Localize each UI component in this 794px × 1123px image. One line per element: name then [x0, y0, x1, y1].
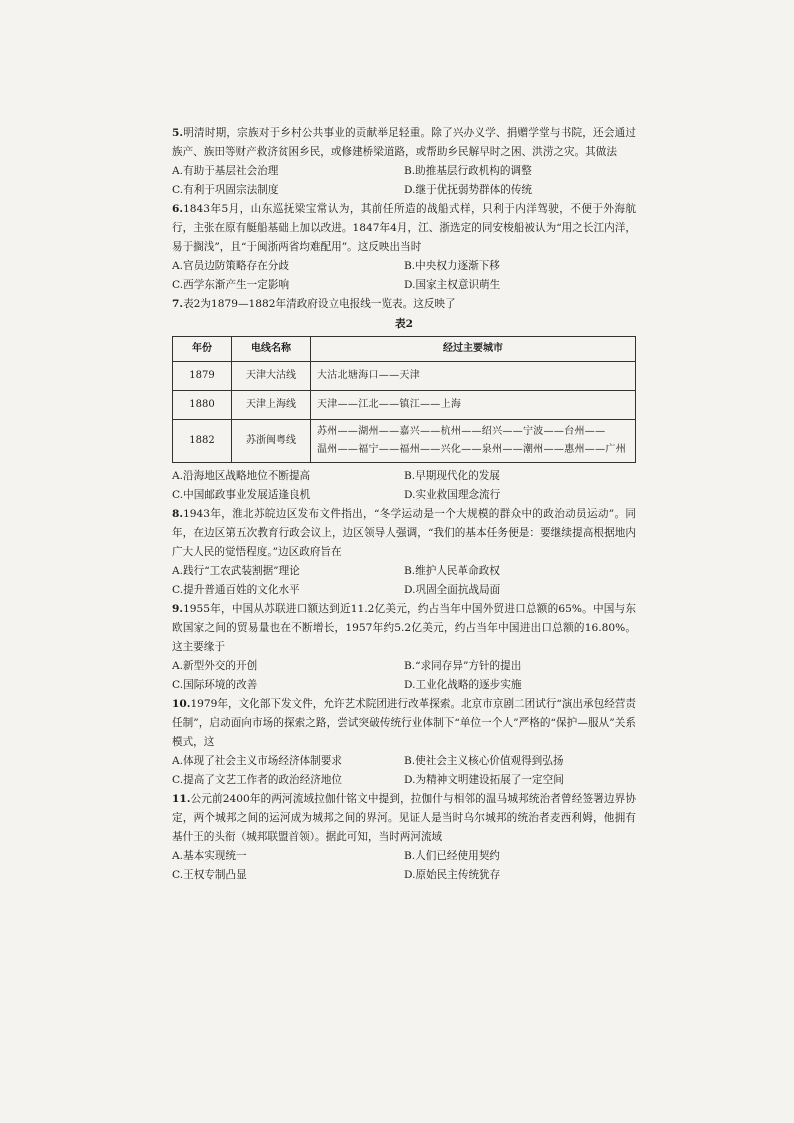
telegraph-table — [172, 336, 636, 463]
options — [172, 467, 636, 505]
exam-page — [172, 124, 636, 885]
option-b: B.助推基层行政机构的调整 — [404, 165, 532, 177]
header-line-name: 电线名称 — [232, 337, 311, 362]
option-b: B.早期现代化的发展 — [404, 470, 500, 482]
route-line-1: 苏州——湖州——嘉兴——杭州——绍兴——宁波——台州—— — [317, 426, 606, 437]
option-b: B.使社会主义核心价值观得到弘扬 — [404, 755, 564, 767]
cell-year: 1880 — [173, 391, 232, 420]
option-c: C.王权专制凸显 — [172, 869, 247, 881]
option-c: C.中国邮政事业发展适逢良机 — [172, 489, 311, 501]
option-a: A.有助于基层社会治理 — [172, 165, 279, 177]
option-d: D.原始民主传统犹存 — [404, 869, 501, 881]
question-9 — [172, 600, 636, 695]
question-stem: 11.公元前2400年的两河流域拉伽什铭文中提到，拉伽什与相邻的温马城邦统治者曾经签署边界协定，两个城邦之间的运河成为城邦之间的界河。见证人是当时乌尔城邦的统治者麦西利姆，他拥有基什王的头衔（城邦联盟首领）。据此可知，当时两河流域 — [172, 793, 636, 843]
options — [172, 752, 636, 790]
option-c: C.国际环境的改善 — [172, 679, 258, 691]
cell-year: 1879 — [173, 362, 232, 391]
option-b: B.中央权力逐渐下移 — [404, 260, 500, 272]
options — [172, 847, 636, 885]
cell-route: 大沽北塘海口——天津 — [311, 362, 636, 391]
cell-route — [311, 420, 636, 463]
option-c: C.提升普通百姓的文化水平 — [172, 584, 300, 596]
question-stem: 9.1955年，中国从苏联进口额达到近11.2亿美元，约占当年中国外贸进口总额的65%。中国与东欧国家之间的贸易量也在不断增长，1957年约5.2亿美元，约占当年中国进出口总额的16.80%。这主要缘于 — [172, 603, 636, 653]
options — [172, 562, 636, 600]
question-11 — [172, 790, 636, 885]
table-row — [173, 391, 636, 420]
option-a: A.官员边防策略存在分歧 — [172, 260, 289, 272]
option-c: C.有利于巩固宗法制度 — [172, 184, 279, 196]
question-5 — [172, 124, 636, 200]
question-stem: 5.明清时期，宗族对于乡村公共事业的贡献举足轻重。除了兴办义学、捐赠学堂与书院，还会通过族产、族田等财产救济贫困乡民，或修建桥梁道路，或帮助乡民解早时之困、洪涝之灾。其做法 — [172, 127, 636, 158]
question-stem: 6.1843年5月，山东巡抚梁宝常认为，其前任所造的战船式样，只利于内洋驾驶，不便于外海航行，主张在原有艇船基础上加以改进。1847年4月，江、浙选定的同安梭船被认为“用之长江内洋，易于搁浅”，且“于闽浙两省均难配用”。这反映出当时 — [172, 203, 636, 253]
header-cities: 经过主要城市 — [311, 337, 636, 362]
question-stem: 7.表2为1879—1882年清政府设立电报线一览表。这反映了 — [172, 298, 456, 310]
option-d: D.巩固全面抗战局面 — [404, 584, 501, 596]
option-a: A.体现了社会主义市场经济体制要求 — [172, 755, 342, 767]
option-d: D.为精神文明建设拓展了一定空间 — [404, 774, 564, 786]
cell-line-name: 天津上海线 — [232, 391, 311, 420]
route-line-2: 温州——福宁——福州——兴化——泉州——潮州——惠州——广州 — [317, 444, 626, 455]
cell-year: 1882 — [173, 420, 232, 463]
table-caption: 表2 — [395, 318, 413, 330]
options — [172, 257, 636, 295]
cell-line-name: 天津大沽线 — [232, 362, 311, 391]
question-8 — [172, 505, 636, 600]
question-6 — [172, 200, 636, 295]
option-b: B.“求同存异”方针的提出 — [404, 660, 522, 672]
option-d: D.实业救国理念流行 — [404, 489, 501, 501]
option-a: A.沿海地区战略地位不断提高 — [172, 470, 311, 482]
question-stem: 10.1979年，文化部下发文件，允许艺术院团进行改革探索。北京市京剧二团试行“演出承包经营责任制”，启动面向市场的探索之路，尝试突破传统行业体制下“单位一个人”严格的“保护—服从”关系模式，这 — [172, 698, 636, 748]
table-row — [173, 362, 636, 391]
options — [172, 162, 636, 200]
header-year: 年份 — [173, 337, 232, 362]
option-a: A.践行“工农武装割据”理论 — [172, 565, 300, 577]
question-7 — [172, 295, 636, 505]
cell-line-name: 苏浙闽粤线 — [232, 420, 311, 463]
option-a: A.基本实现统一 — [172, 850, 247, 862]
option-d: D.国家主权意识萌生 — [404, 279, 501, 291]
question-stem: 8.1943年，淮北苏皖边区发布文件指出，“冬学运动是一个大规模的群众中的政治动员运动”。同年，在边区第五次教育行政会议上，边区领导人强调，“我们的基本任务便是：要继续提高根据地内广大人民的觉悟程度。”边区政府旨在 — [172, 508, 636, 558]
option-c: C.提高了文艺工作者的政治经济地位 — [172, 774, 343, 786]
option-d: D.工业化战略的逐步实施 — [404, 679, 522, 691]
option-b: B.维护人民革命政权 — [404, 565, 500, 577]
table-header-row — [173, 337, 636, 362]
question-10 — [172, 695, 636, 790]
option-a: A.新型外交的开创 — [172, 660, 258, 672]
cell-route: 天津——江北——镇江——上海 — [311, 391, 636, 420]
option-d: D.继于优抚弱势群体的传统 — [404, 184, 533, 196]
table-row — [173, 420, 636, 463]
option-c: C.西学东渐产生一定影响 — [172, 279, 290, 291]
option-b: B.人们已经使用契约 — [404, 850, 500, 862]
options — [172, 657, 636, 695]
